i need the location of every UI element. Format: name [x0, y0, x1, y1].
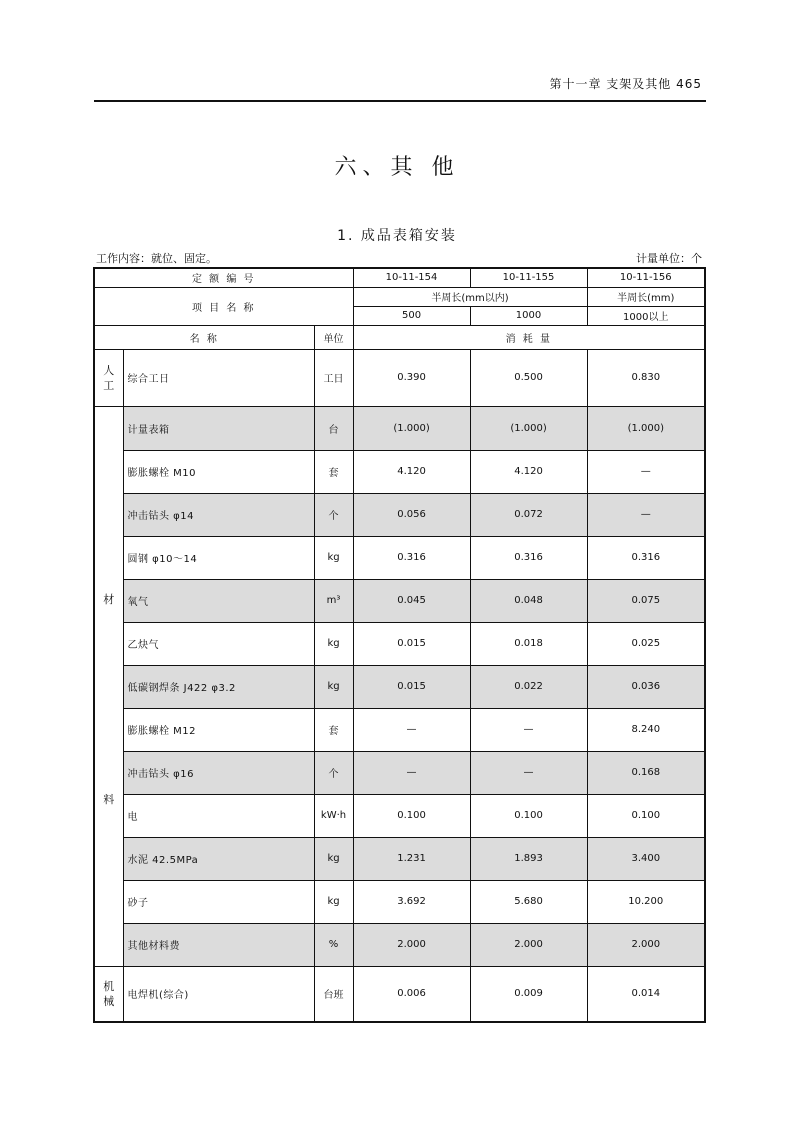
value-cell: —	[353, 708, 470, 751]
value-cell: 4.120	[470, 450, 587, 493]
value-cell: 0.100	[353, 794, 470, 837]
value-cell: —	[587, 493, 705, 536]
item-unit: kg	[314, 665, 353, 708]
group-header: 半周长(mm以内)	[353, 287, 587, 306]
table-row	[94, 325, 705, 349]
item-unit: 个	[314, 751, 353, 794]
item-name: 冲击钻头 φ16	[123, 751, 314, 794]
category-material-bottom: 料	[103, 792, 115, 806]
item-unit: kg	[314, 880, 353, 923]
value-cell: 0.316	[587, 536, 705, 579]
item-unit: kg	[314, 837, 353, 880]
quota-table	[93, 267, 706, 1023]
value-cell: 0.390	[353, 349, 470, 406]
sub-header: 500	[353, 306, 470, 325]
value-cell: 0.045	[353, 579, 470, 622]
value-cell: (1.000)	[587, 406, 705, 450]
item-name: 计量表箱	[123, 406, 314, 450]
code-cell: 10-11-154	[353, 268, 470, 287]
value-cell: —	[587, 450, 705, 493]
item-name: 膨胀螺栓 M12	[123, 708, 314, 751]
code-cell: 10-11-156	[587, 268, 705, 287]
category-material	[94, 406, 123, 966]
col-name-header: 名 称	[94, 325, 314, 349]
value-cell: 2.000	[353, 923, 470, 966]
table-row	[94, 794, 705, 837]
value-cell: 0.316	[353, 536, 470, 579]
value-cell: 0.015	[353, 665, 470, 708]
table-row	[94, 349, 705, 406]
value-cell: —	[470, 751, 587, 794]
value-cell: 0.022	[470, 665, 587, 708]
value-cell: 3.400	[587, 837, 705, 880]
item-name: 冲击钻头 φ14	[123, 493, 314, 536]
item-name: 氧气	[123, 579, 314, 622]
value-cell: 10.200	[587, 880, 705, 923]
group-header: 半周长(mm)	[587, 287, 705, 306]
value-cell: 0.830	[587, 349, 705, 406]
value-cell: 0.075	[587, 579, 705, 622]
item-unit: kg	[314, 536, 353, 579]
table-row	[94, 966, 705, 1022]
code-cell: 10-11-155	[470, 268, 587, 287]
table-row	[94, 287, 705, 306]
table-row	[94, 493, 705, 536]
category-machine: 机 械	[94, 966, 123, 1022]
table-row	[94, 450, 705, 493]
item-unit: 工日	[314, 349, 353, 406]
value-cell: 0.014	[587, 966, 705, 1022]
table-row	[94, 268, 705, 287]
value-cell: 0.500	[470, 349, 587, 406]
section-title: 六、其 他	[334, 155, 460, 180]
item-unit: 台	[314, 406, 353, 450]
value-cell: 3.692	[353, 880, 470, 923]
item-unit: 台班	[314, 966, 353, 1022]
value-cell: 1.893	[470, 837, 587, 880]
table-row	[94, 622, 705, 665]
value-cell: (1.000)	[353, 406, 470, 450]
table-row	[94, 536, 705, 579]
item-name: 水泥 42.5MPa	[123, 837, 314, 880]
col-unit-header: 单位	[314, 325, 353, 349]
header-text: 第十一章 支架及其他 465	[549, 77, 702, 91]
value-cell: 0.036	[587, 665, 705, 708]
table-row	[94, 406, 705, 450]
table-row	[94, 665, 705, 708]
value-cell: 0.048	[470, 579, 587, 622]
value-cell: 0.072	[470, 493, 587, 536]
item-name: 综合工日	[123, 349, 314, 406]
page-header	[94, 72, 706, 102]
measure-unit: 计量单位：个	[636, 252, 702, 265]
value-cell: 0.100	[470, 794, 587, 837]
category-material-top: 材	[103, 592, 115, 606]
table-row	[94, 708, 705, 751]
value-cell: 0.168	[587, 751, 705, 794]
item-name: 膨胀螺栓 M10	[123, 450, 314, 493]
item-label: 项 目 名 称	[94, 287, 353, 325]
value-cell: 0.009	[470, 966, 587, 1022]
table-row	[94, 880, 705, 923]
value-cell: —	[470, 708, 587, 751]
value-cell: 0.015	[353, 622, 470, 665]
item-unit: %	[314, 923, 353, 966]
value-cell: (1.000)	[470, 406, 587, 450]
value-cell: 2.000	[587, 923, 705, 966]
item-unit: kW·h	[314, 794, 353, 837]
item-name: 砂子	[123, 880, 314, 923]
value-cell: —	[353, 751, 470, 794]
table-row	[94, 837, 705, 880]
value-cell: 4.120	[353, 450, 470, 493]
quota-label: 定 额 编 号	[94, 268, 353, 287]
category-labor: 人 工	[94, 349, 123, 406]
item-unit: 套	[314, 708, 353, 751]
table-row	[94, 923, 705, 966]
item-unit: 套	[314, 450, 353, 493]
value-cell: 0.006	[353, 966, 470, 1022]
value-cell: 0.056	[353, 493, 470, 536]
item-unit: 个	[314, 493, 353, 536]
value-cell: 0.018	[470, 622, 587, 665]
table-row	[94, 579, 705, 622]
value-cell: 0.316	[470, 536, 587, 579]
value-cell: 0.100	[587, 794, 705, 837]
value-cell: 0.025	[587, 622, 705, 665]
table-row	[94, 751, 705, 794]
item-unit: m³	[314, 579, 353, 622]
item-name: 低碳钢焊条 J422 φ3.2	[123, 665, 314, 708]
sub-header: 1000	[470, 306, 587, 325]
item-name: 电	[123, 794, 314, 837]
item-name: 电焊机(综合)	[123, 966, 314, 1022]
sub-header: 1000以上	[587, 306, 705, 325]
value-cell: 8.240	[587, 708, 705, 751]
value-cell: 2.000	[470, 923, 587, 966]
item-unit: kg	[314, 622, 353, 665]
item-name: 圆钢 φ10～14	[123, 536, 314, 579]
item-name: 其他材料费	[123, 923, 314, 966]
col-consume-header: 消 耗 量	[353, 325, 705, 349]
subsection-title: 1. 成品表箱安装	[337, 228, 457, 244]
value-cell: 5.680	[470, 880, 587, 923]
item-name: 乙炔气	[123, 622, 314, 665]
value-cell: 1.231	[353, 837, 470, 880]
work-content: 工作内容：就位、固定。	[96, 252, 217, 265]
